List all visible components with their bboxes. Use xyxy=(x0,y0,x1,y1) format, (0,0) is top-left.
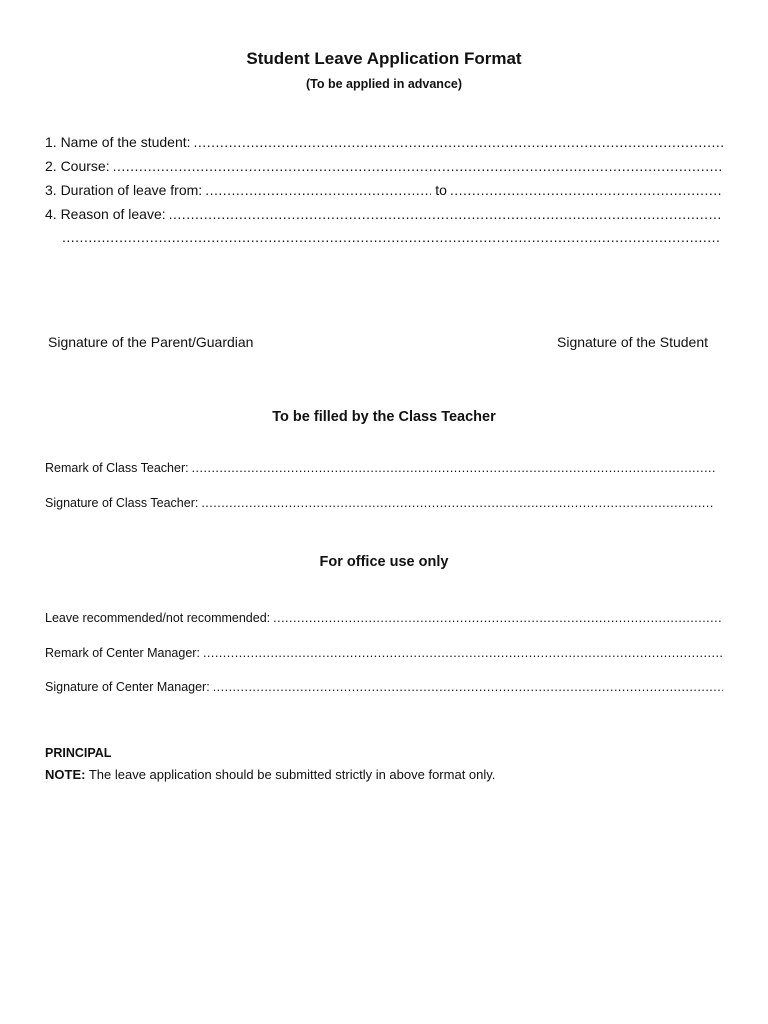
teacher-section-heading: To be filled by the Class Teacher xyxy=(272,409,496,425)
reason-blank[interactable] xyxy=(169,206,720,222)
duration-to-blank[interactable] xyxy=(450,182,723,198)
reason-label: 4. Reason of leave: xyxy=(45,206,166,222)
duration-to-label: to xyxy=(435,182,447,198)
course-blank[interactable] xyxy=(113,158,723,174)
reason-field xyxy=(45,206,720,222)
manager-remark-blank[interactable] xyxy=(203,646,723,660)
student-name-field xyxy=(45,134,723,150)
leave-duration-field xyxy=(45,182,723,198)
teacher-signature-label: Signature of Class Teacher: xyxy=(45,496,199,510)
student-name-label: 1. Name of the student: xyxy=(45,134,191,150)
footer-note xyxy=(45,767,495,782)
student-signature-label: Signature of the Student xyxy=(557,334,708,350)
manager-remark-label: Remark of Center Manager: xyxy=(45,646,200,660)
teacher-remark-field xyxy=(45,461,715,475)
teacher-signature-field xyxy=(45,496,715,510)
manager-remark-field xyxy=(45,646,723,660)
manager-signature-label: Signature of Center Manager: xyxy=(45,680,210,694)
duration-from-label: 3. Duration of leave from: xyxy=(45,182,203,198)
note-text: The leave application should be submitted strictly in above format only. xyxy=(85,767,496,782)
document-title: Student Leave Application Format xyxy=(246,49,522,68)
recommendation-field xyxy=(45,611,723,625)
teacher-remark-label: Remark of Class Teacher: xyxy=(45,461,189,475)
manager-signature-blank[interactable] xyxy=(213,680,723,694)
course-label: 2. Course: xyxy=(45,158,110,174)
course-field xyxy=(45,158,723,174)
recommendation-blank[interactable] xyxy=(273,611,723,625)
document-subtitle: (To be applied in advance) xyxy=(305,77,463,91)
principal-label: PRINCIPAL xyxy=(45,746,112,760)
teacher-signature-blank[interactable] xyxy=(201,496,715,510)
recommendation-label: Leave recommended/not recommended: xyxy=(45,611,271,625)
teacher-remark-blank[interactable] xyxy=(192,461,715,475)
note-label: NOTE: xyxy=(45,767,86,782)
reason-continuation-blank[interactable] xyxy=(62,229,720,245)
student-name-blank[interactable] xyxy=(194,134,723,150)
reason-continuation-field xyxy=(62,229,720,245)
duration-from-blank[interactable] xyxy=(205,182,431,198)
parent-signature-label: Signature of the Parent/Guardian xyxy=(48,334,254,350)
manager-signature-field xyxy=(45,680,723,694)
office-section-heading: For office use only xyxy=(319,554,449,570)
